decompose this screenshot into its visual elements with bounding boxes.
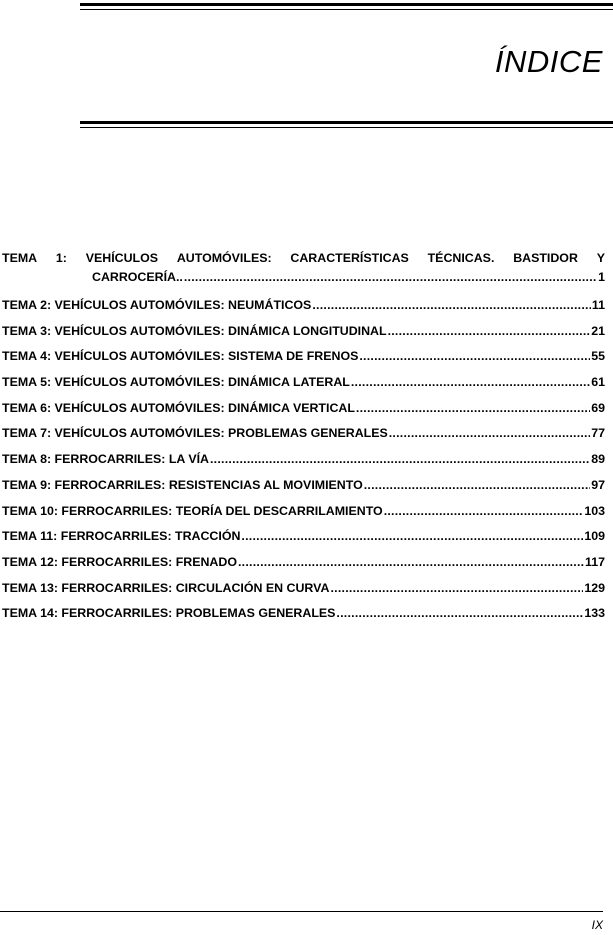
dot-leader — [351, 373, 590, 392]
toc-page-number: 133 — [584, 606, 605, 621]
header-rule-bottom — [80, 121, 613, 124]
toc-entry-14[interactable] — [2, 604, 605, 630]
dot-leader — [359, 347, 590, 366]
toc-entry-label: TEMA 13: FERROCARRILES: CIRCULACIÓN EN CURVA — [2, 580, 330, 595]
page-folio: IX — [591, 918, 603, 932]
header-rule-top — [80, 3, 613, 6]
toc-entry-12[interactable] — [2, 553, 605, 579]
toc-entry-2[interactable] — [2, 296, 605, 322]
toc-page-number: 109 — [584, 529, 605, 544]
toc-page-number: 129 — [584, 580, 605, 595]
dot-leader — [210, 450, 590, 469]
dot-leader — [336, 604, 583, 623]
toc-word: 1: — [55, 251, 67, 265]
toc-entry-label: TEMA 2: VEHÍCULOS AUTOMÓVILES: NEUMÁTICOS — [2, 298, 312, 312]
toc-entry-label: TEMA 8: FERROCARRILES: LA VÍA — [2, 452, 209, 467]
toc-entry-3[interactable] — [2, 322, 605, 348]
toc-entry-4[interactable] — [2, 347, 605, 373]
page-title: ÍNDICE — [494, 44, 603, 79]
dot-leader — [389, 424, 590, 443]
dot-leader — [241, 527, 583, 546]
toc-entry-label: TEMA 5: VEHÍCULOS AUTOMÓVILES: DINÁMICA LATERAL — [2, 375, 350, 390]
toc-page-number: 61 — [591, 375, 605, 390]
toc-word: CARACTERÍSTICAS — [290, 251, 409, 265]
toc-entry-label: TEMA 9: FERROCARRILES: RESISTENCIAS AL MOVIMIENTO — [2, 477, 363, 492]
header-rule-bottom-thin — [80, 127, 613, 128]
toc-entry-label: TEMA 14: FERROCARRILES: PROBLEMAS GENERALES — [2, 606, 336, 621]
toc-entry-10[interactable] — [2, 502, 605, 528]
footer-rule — [0, 911, 603, 912]
toc-page-number: 103 — [584, 503, 605, 518]
toc-entry-11[interactable] — [2, 527, 605, 553]
dot-leader — [312, 296, 591, 315]
toc-entry-label: TEMA 10: FERROCARRILES: TEORÍA DEL DESCARRILAMIENTO — [2, 503, 383, 518]
toc-page-number: 89 — [591, 452, 605, 467]
toc-entry-9[interactable] — [2, 476, 605, 502]
toc-page-number: 77 — [591, 426, 605, 441]
toc-entry-label: TEMA 7: VEHÍCULOS AUTOMÓVILES: PROBLEMAS GENERALES — [2, 426, 388, 441]
toc-page-number: 11 — [591, 298, 605, 312]
dot-leader — [356, 399, 590, 418]
toc-entry-7[interactable] — [2, 424, 605, 450]
toc-page-number: 21 — [591, 323, 605, 338]
toc-word: TÉCNICAS. — [427, 251, 495, 265]
toc-word: VEHÍCULOS — [85, 251, 159, 265]
toc-entry-8[interactable] — [2, 450, 605, 476]
toc-word: BASTIDOR — [513, 251, 578, 265]
toc-entry-label: CARROCERÍA.. — [92, 270, 183, 284]
toc-page-number: 1 — [598, 270, 605, 284]
toc-entry-label: TEMA 12: FERROCARRILES: FRENADO — [2, 554, 237, 569]
table-of-contents — [2, 249, 605, 630]
toc-entry-6[interactable] — [2, 399, 605, 425]
toc-entry-label: TEMA 6: VEHÍCULOS AUTOMÓVILES: DINÁMICA VERTICAL — [2, 400, 355, 415]
toc-entry-13[interactable] — [2, 579, 605, 605]
toc-page-number: 69 — [591, 400, 605, 415]
dot-leader — [184, 268, 597, 287]
toc-page-number: 55 — [591, 349, 605, 364]
toc-entry-1-line-1 — [2, 249, 605, 268]
dot-leader — [364, 476, 590, 495]
toc-entry-label: TEMA 4: VEHÍCULOS AUTOMÓVILES: SISTEMA DE FRENOS — [2, 349, 359, 364]
toc-page-number: 97 — [591, 477, 605, 492]
dot-leader — [330, 579, 583, 598]
toc-entry-label: TEMA 11: FERROCARRILES: TRACCIÓN — [2, 529, 241, 544]
dot-leader — [238, 553, 584, 572]
dot-leader — [384, 502, 584, 521]
toc-entry-label: TEMA 3: VEHÍCULOS AUTOMÓVILES: DINÁMICA LONGITUDINAL — [2, 323, 387, 338]
toc-word: TEMA — [2, 251, 38, 265]
toc-word: AUTOMÓVILES: — [176, 251, 272, 265]
toc-entry-1[interactable] — [2, 249, 605, 296]
dot-leader — [388, 322, 591, 341]
toc-page-number: 117 — [585, 554, 605, 569]
toc-entry-1-line-2 — [2, 268, 605, 287]
header-rule-top-thin — [80, 9, 613, 10]
toc-entry-5[interactable] — [2, 373, 605, 399]
toc-word: Y — [596, 251, 605, 265]
